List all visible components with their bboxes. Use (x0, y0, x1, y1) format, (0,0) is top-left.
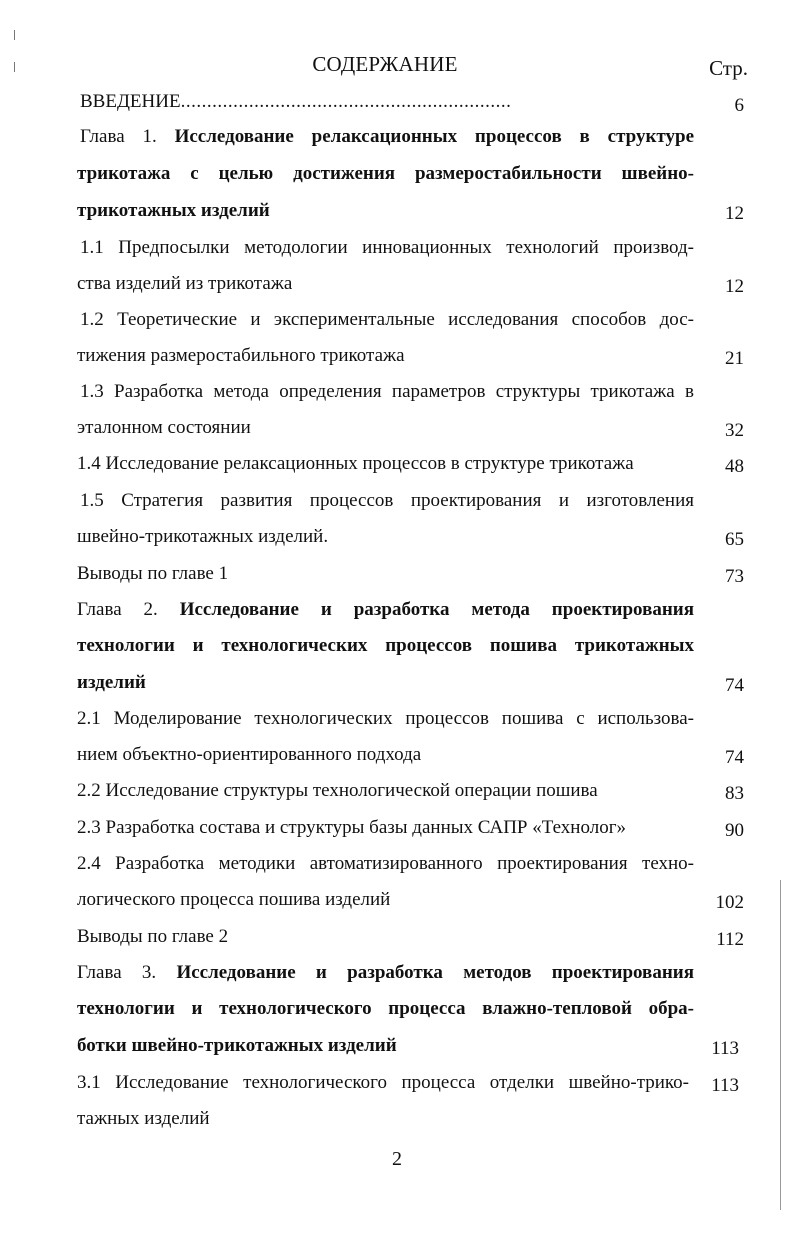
toc-section-1-2-line2: тижения размеростабильного трикотажа (77, 345, 405, 366)
toc-page-number: 73 (725, 566, 744, 587)
page-column-header: Стр. (709, 56, 748, 80)
toc-chapter-2-line2: технологии и технологических процессов пошива трикотажных (77, 635, 694, 656)
chapter-title: Исследование и разработка метода проектирования (179, 599, 695, 620)
toc-section-1-4: 1.4 Исследование релаксационных процессов в структуре трикотажа (77, 453, 634, 474)
toc-section-2-1-line1: 2.1 Моделирование технологических процессов пошива с использова- (77, 708, 694, 729)
toc-conclusions-2: Выводы по главе 2 (77, 926, 229, 947)
chapter-prefix: Глава 3. (77, 962, 157, 983)
toc-chapter-2-line1 (77, 598, 694, 622)
toc-section-2-1-line2: нием объектно-ориентированного подхода (77, 744, 422, 765)
toc-section-2-3: 2.3 Разработка состава и структуры базы данных САПР «Технолог» (77, 817, 626, 838)
toc-page-number: 102 (715, 892, 744, 913)
toc-section-1-5-line2: швейно-трикотажных изделий. (77, 526, 329, 547)
toc-page-number: 113 (711, 1075, 739, 1096)
page-title: СОДЕРЖАНИЕ (312, 52, 458, 76)
toc-section-2-2: 2.2 Исследование структуры технологической операции пошива (77, 780, 598, 801)
toc-section-1-2-line1: 1.2 Теоретические и экспериментальные исследования способов дос- (80, 309, 694, 330)
toc-section-1-5-line1: 1.5 Стратегия развития процессов проектирования и изготовления (80, 490, 694, 511)
toc-section-2-4-line1: 2.4 Разработка методики автоматизированного проектирования техно- (77, 853, 694, 874)
toc-chapter-3-line2: технологии и технологического процесса влажно-тепловой обра- (77, 998, 694, 1019)
chapter-prefix: Глава 1. (80, 126, 157, 147)
toc-page-number: 113 (711, 1038, 739, 1059)
toc-page-number: 74 (725, 675, 744, 696)
chapter-title: Исследование и разработка методов проектирования (176, 962, 694, 983)
toc-section-1-1-line1: 1.1 Предпосылки методологии инновационных технологий производ- (80, 237, 694, 258)
toc-chapter-1-line3: трикотажных изделий (77, 200, 270, 221)
toc-entry-intro (80, 90, 511, 114)
toc-page-number: 90 (725, 820, 744, 841)
toc-page-number: 32 (725, 420, 744, 441)
toc-page-number: 112 (716, 929, 744, 950)
toc-page-number: 21 (725, 348, 744, 369)
toc-section-3-1-line1: 3.1 Исследование технологического процесса отделки швейно-трико- (77, 1072, 689, 1093)
scan-edge-mark (14, 30, 15, 40)
toc-section-1-3-line1: 1.3 Разработка метода определения параметров структуры трикотажа в (80, 381, 694, 402)
toc-chapter-2-line3: изделий (77, 672, 146, 693)
toc-chapter-1-line1 (80, 125, 694, 149)
toc-chapter-3-line1 (77, 961, 694, 985)
toc-page-number: 48 (725, 456, 744, 477)
toc-page-number: 12 (725, 203, 744, 224)
toc-page-number: 65 (725, 529, 744, 550)
toc-conclusions-1: Выводы по главе 1 (77, 563, 229, 584)
toc-chapter-3-line3: ботки швейно-трикотажных изделий (77, 1035, 397, 1056)
toc-page-number: 74 (725, 747, 744, 768)
toc-section-1-3-line2: эталонном состоянии (77, 417, 251, 438)
toc-page-number: 12 (725, 276, 744, 297)
toc-leader-dots: ............................................................... (180, 91, 512, 112)
toc-section-1-1-line2: ства изделий из трикотажа (77, 273, 293, 294)
chapter-prefix: Глава 2. (77, 599, 158, 620)
toc-section-2-4-line2: логического процесса пошива изделий (77, 889, 391, 910)
chapter-title: Исследование релаксационных процессов в структуре (174, 126, 695, 147)
toc-page-number: 83 (725, 783, 744, 804)
toc-page-number: 6 (734, 95, 744, 116)
toc-chapter-1-line2: трикотажа с целью достижения размеростабильности швейно- (77, 163, 694, 184)
page-number: 2 (392, 1148, 402, 1170)
toc-entry-label: ВВЕДЕНИЕ (80, 91, 181, 112)
toc-section-3-1-line2: тажных изделий (77, 1108, 210, 1129)
